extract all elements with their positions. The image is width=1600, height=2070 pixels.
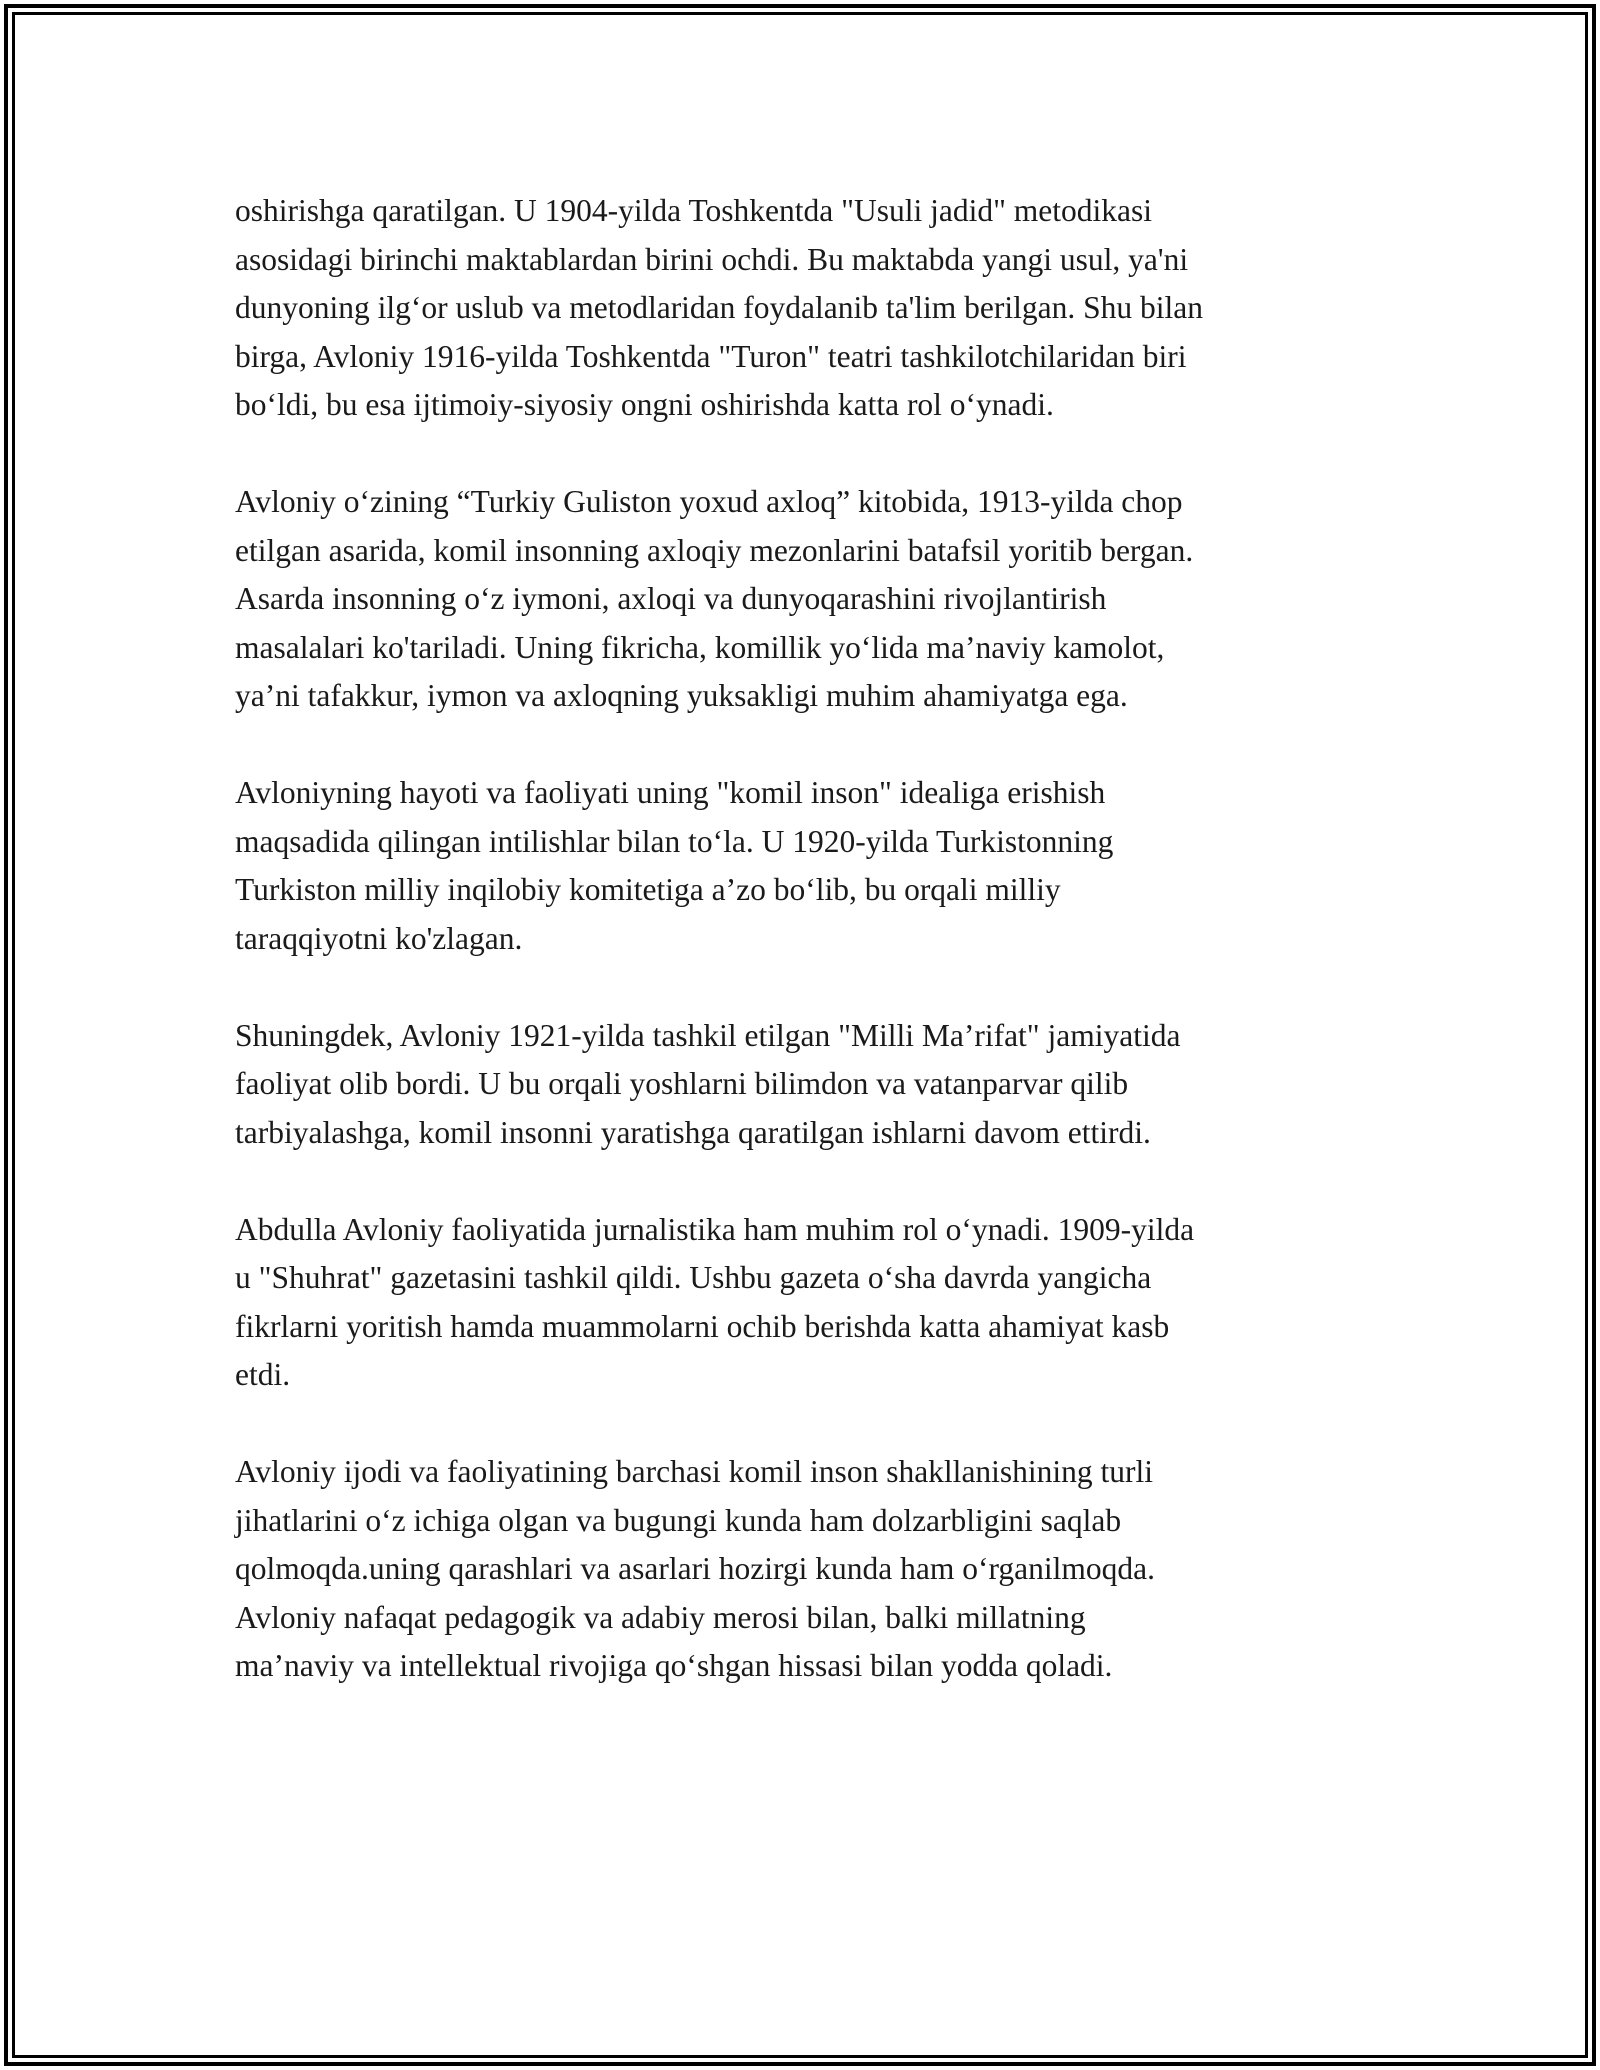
text-line: Avloniyning hayoti va faoliyati uning "komil inson" idealiga erishish <box>235 775 1106 810</box>
text-line: maqsadida qilingan intilishlar bilan to‘la. U 1920-yilda Turkistonning <box>235 823 1114 859</box>
text-line: fikrlarni yoritish hamda muammolarni ochib berishda katta ahamiyat kasb <box>235 1308 1170 1344</box>
text-line: oshirishga qaratilgan. U 1904-yilda Toshkentda "Usuli jadid" metodikasi <box>235 193 1153 228</box>
paragraph-2 <box>235 478 1385 721</box>
text-line: masalalari ko'tariladi. Uning fikricha, komillik yo‘lida ma’naviy kamolot, <box>235 629 1165 665</box>
text-line: dunyoning ilg‘or uslub va metodlaridan foydalanib ta'lim berilgan. Shu bilan <box>235 290 1203 325</box>
text-line: etdi. <box>235 1357 291 1392</box>
text-line: Avloniy o‘zining “Turkiy Guliston yoxud axloq” kitobida, 1913-yilda chop <box>235 484 1183 519</box>
paragraph-4 <box>235 1012 1385 1158</box>
document-body <box>235 187 1385 1739</box>
text-line: tarbiyalashga, komil insonni yaratishga qaratilgan ishlarni davom ettirdi. <box>235 1114 1151 1150</box>
paragraph-3 <box>235 769 1385 963</box>
text-line: taraqqiyotni ko'zlagan. <box>235 920 523 956</box>
text-line: Shuningdek, Avloniy 1921-yilda tashkil etilgan "Milli Ma’rifat" jamiyatida <box>235 1017 1181 1053</box>
text-line: birga, Avloniy 1916-yilda Toshkentda "Turon" teatri tashkilotchilaridan biri <box>235 338 1187 374</box>
paragraph-5 <box>235 1206 1385 1400</box>
text-line: Avloniy nafaqat pedagogik va adabiy merosi bilan, balki millatning <box>235 1599 1086 1635</box>
text-line: Asarda insonning o‘z iymoni, axloqi va dunyoqarashini rivojlantirish <box>235 581 1107 616</box>
text-line: Abdulla Avloniy faoliyatida jurnalistika ham muhim rol o‘ynadi. 1909-yilda <box>235 1211 1195 1247</box>
paragraph-1 <box>235 187 1385 430</box>
text-line: qolmoqda.uning qarashlari va asarlari hozirgi kunda ham o‘rganilmoqda. <box>235 1551 1155 1586</box>
text-line: jihatlarini o‘z ichiga olgan va bugungi kunda ham dolzarbligini saqlab <box>235 1502 1122 1538</box>
text-line: u "Shuhrat" gazetasini tashkil qildi. Ushbu gazeta o‘sha davrda yangicha <box>235 1260 1152 1295</box>
text-line: etilgan asarida, komil insonning axloqiy mezonlarini batafsil yoritib bergan. <box>235 532 1194 568</box>
text-line: Avloniy ijodi va faoliyatining barchasi komil inson shakllanishining turli <box>235 1454 1154 1489</box>
text-line: asosidagi birinchi maktablardan birini ochdi. Bu maktabda yangi usul, ya'ni <box>235 241 1189 277</box>
paragraph-6 <box>235 1448 1385 1691</box>
text-line: ma’naviy va intellektual rivojiga qo‘shgan hissasi bilan yodda qoladi. <box>235 1648 1113 1683</box>
text-line: Turkiston milliy inqilobiy komitetiga a’zo bo‘lib, bu orqali milliy <box>235 872 1061 907</box>
text-line: ya’ni tafakkur, iymon va axloqning yuksakligi muhim ahamiyatga ega. <box>235 678 1128 713</box>
text-line: bo‘ldi, bu esa ijtimoiy-siyosiy ongni oshirishda katta rol o‘ynadi. <box>235 387 1054 422</box>
text-line: faoliyat olib bordi. U bu orqali yoshlarni bilimdon va vatanparvar qilib <box>235 1066 1129 1101</box>
